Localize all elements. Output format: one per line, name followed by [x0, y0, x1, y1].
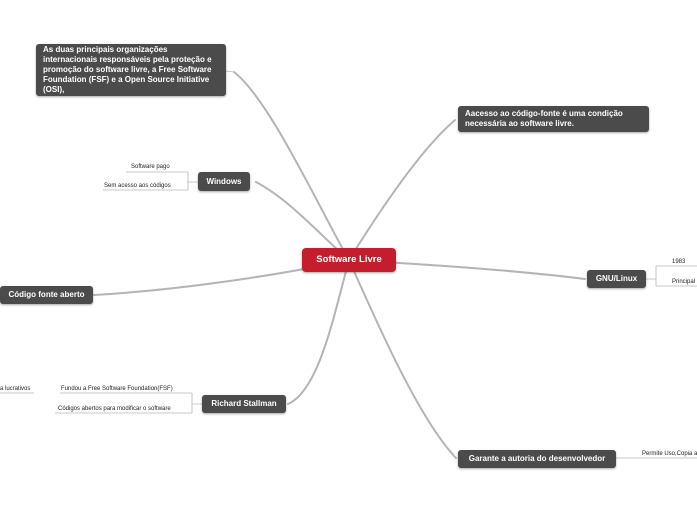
subtopic-fundou-fsf[interactable]: Fundou a Free Software Foundation(FSF): [61, 386, 173, 392]
central-topic[interactable]: [302, 248, 396, 272]
central-topic-label: Software Livre: [316, 254, 382, 265]
topic-organizacoes-label: As duas principais organizações internacionais responsáveis pela proteção e promoção do software livre, a Free Software Foundation (FSF) e a Open Source Initiative (OSI),: [43, 45, 212, 94]
topic-autoria[interactable]: [458, 450, 616, 468]
topic-stallman-label: Richard Stallman: [211, 399, 277, 408]
topic-gnu-linux[interactable]: [587, 270, 646, 288]
topic-acesso[interactable]: [458, 106, 649, 132]
subtopic-1983[interactable]: 1983: [672, 259, 686, 265]
subtopic-principal[interactable]: Principal: [672, 279, 696, 285]
topic-gnu-linux-label: GNU/Linux: [595, 274, 638, 283]
topic-windows-label: Windows: [206, 176, 242, 186]
subtopic-permite-uso[interactable]: Permite Uso,Copia a: [642, 451, 697, 457]
subtopic-sem-acesso[interactable]: Sem acesso aos códigos: [104, 183, 171, 189]
topic-autoria-label: Garante a autoria do desenvolvedor: [468, 454, 606, 463]
branch-acesso: [349, 120, 455, 260]
branch-organizacoes: [234, 72, 349, 260]
topic-organizacoes[interactable]: [36, 44, 226, 96]
topic-acesso-label: Aacesso ao código-fonte é uma condição necessária ao software livre.: [465, 109, 623, 128]
topic-windows[interactable]: [198, 172, 250, 191]
topic-stallman[interactable]: [202, 395, 286, 413]
subtopic-lucrativos[interactable]: a lucrativos: [0, 386, 31, 392]
topic-codigo-fonte[interactable]: [0, 286, 93, 304]
branch-stallman: [288, 260, 349, 404]
connector-organizacoes: [226, 71, 234, 72]
topic-codigo-fonte-label: Código fonte aberto: [8, 290, 85, 299]
subtopic-software-pago[interactable]: Software pago: [131, 164, 170, 170]
subtopic-codigos-abertos[interactable]: Códigos abertos para modificar o software: [58, 406, 171, 412]
branch-autoria: [349, 260, 456, 458]
